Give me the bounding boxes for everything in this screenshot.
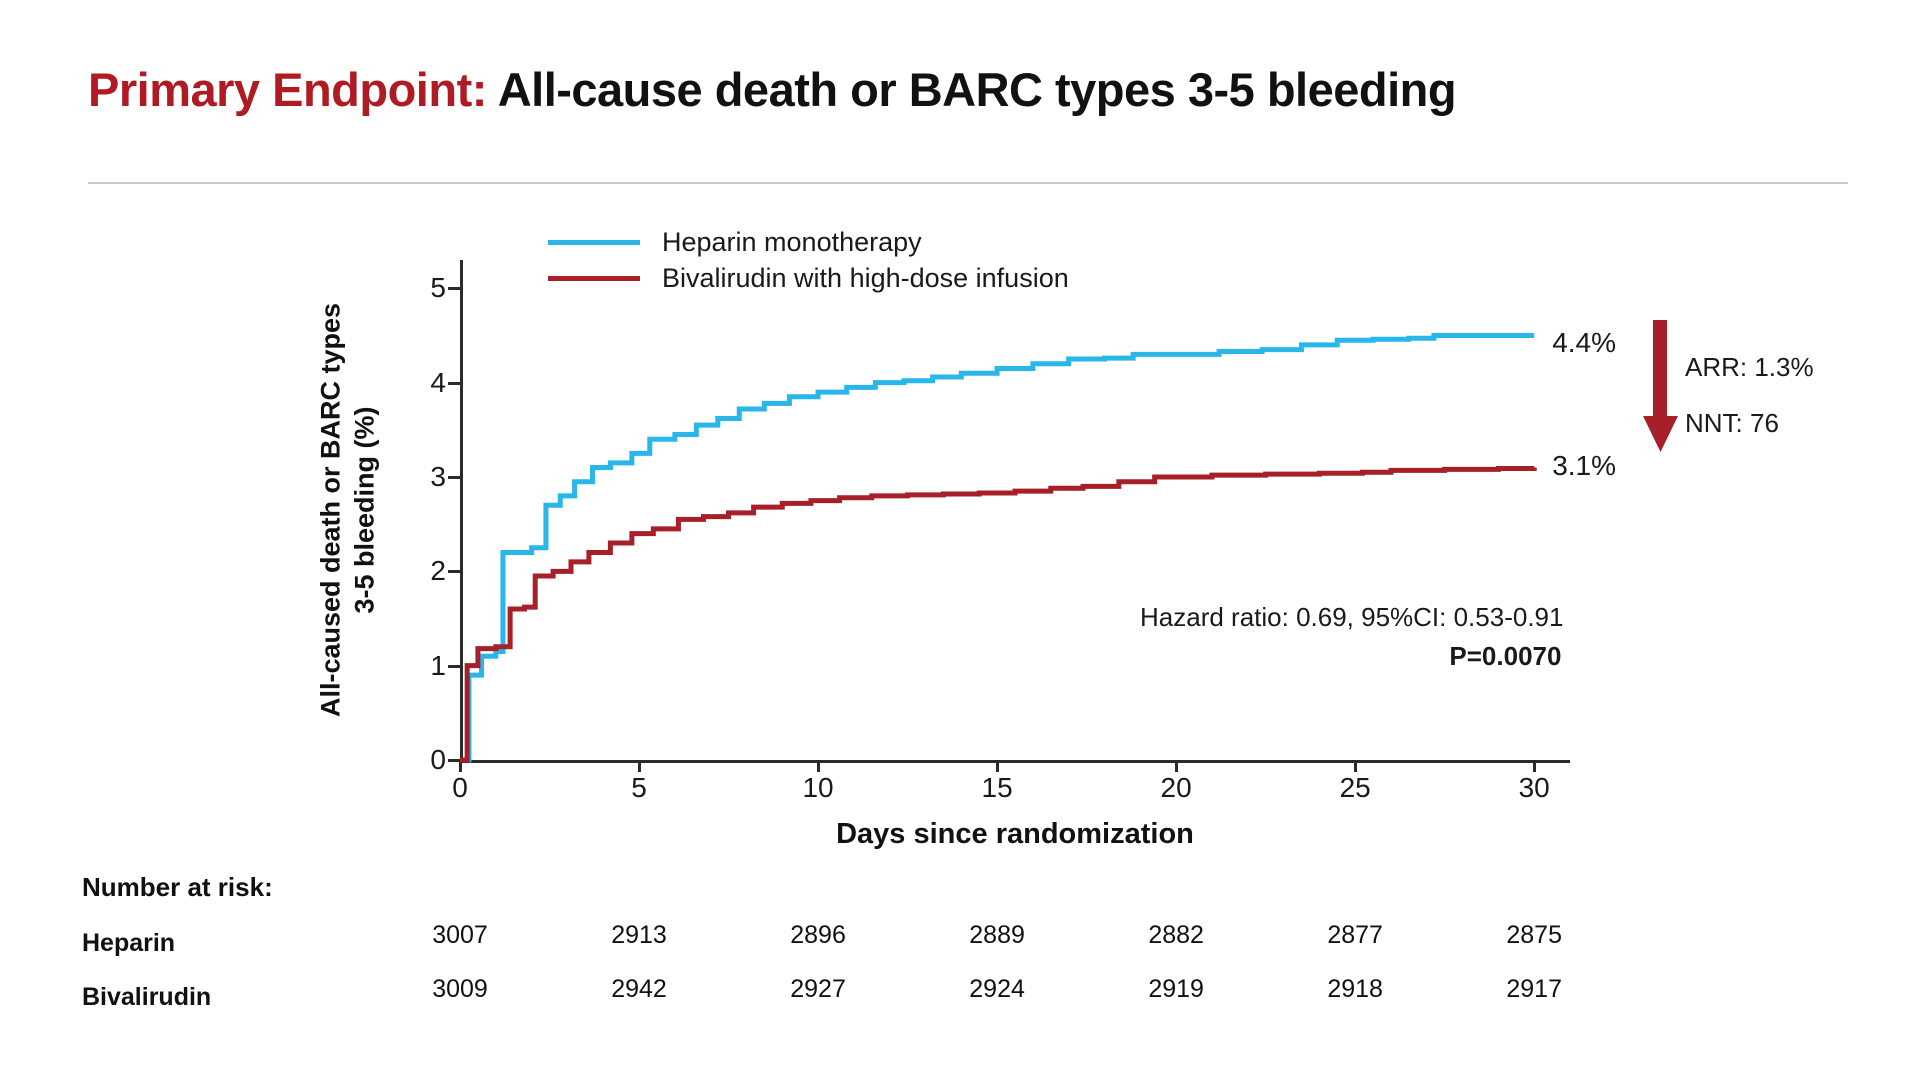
y-tick-mark xyxy=(448,665,460,668)
x-tick-label: 20 xyxy=(1160,772,1192,803)
hazard-ratio-text: Hazard ratio: 0.69, 95%CI: 0.53-0.91 xyxy=(1140,602,1564,632)
legend-label-bivalirudin: Bivalirudin with high-dose infusion xyxy=(662,262,1069,293)
risk-cell: 2927 xyxy=(790,975,846,1003)
legend-swatch-bivalirudin xyxy=(548,276,640,281)
risk-cell: 2918 xyxy=(1327,975,1383,1003)
risk-cell: 2875 xyxy=(1506,921,1562,949)
y-tick-mark xyxy=(448,476,460,479)
risk-cell: 2924 xyxy=(969,975,1025,1003)
risk-cell: 2913 xyxy=(611,921,667,949)
risk-cell: 2942 xyxy=(611,975,667,1003)
x-tick-label: 10 xyxy=(802,772,834,803)
y-tick-mark xyxy=(448,382,460,385)
p-value-text: P=0.0070 xyxy=(1449,641,1562,671)
table-row xyxy=(82,921,1842,975)
legend-label-heparin: Heparin monotherapy xyxy=(662,226,922,257)
title-divider xyxy=(88,182,1848,184)
endpoint-label-bivalirudin: 3.1% xyxy=(1552,449,1617,481)
y-tick-mark xyxy=(448,570,460,573)
x-axis-title: Days since randomization xyxy=(836,818,1194,850)
statistics-annotation xyxy=(1140,598,1563,676)
number-at-risk-title: Number at risk: xyxy=(82,872,273,902)
x-tick-label: 5 xyxy=(631,772,647,803)
risk-cell: 2882 xyxy=(1148,921,1204,949)
risk-row-label-heparin: Heparin xyxy=(82,929,176,957)
risk-cell: 3007 xyxy=(432,921,488,949)
table-row xyxy=(82,975,1842,1029)
y-tick-label: 0 xyxy=(430,744,446,775)
legend-swatch-heparin xyxy=(548,240,640,245)
down-arrow-icon xyxy=(1641,320,1681,460)
risk-cell: 2889 xyxy=(969,921,1025,949)
y-tick-label: 1 xyxy=(430,649,446,681)
x-tick-label: 30 xyxy=(1518,772,1550,803)
number-at-risk-table xyxy=(82,872,1842,1029)
y-tick-label: 5 xyxy=(430,272,446,304)
curve-heparin xyxy=(460,335,1534,760)
page-title xyxy=(88,62,1848,117)
risk-cell: 2919 xyxy=(1148,975,1204,1003)
y-tick-mark xyxy=(448,287,460,290)
risk-cell: 2877 xyxy=(1327,921,1383,949)
risk-row-values-heparin xyxy=(382,921,1842,951)
risk-cell: 3009 xyxy=(432,975,488,1003)
risk-row-label-bivalirudin: Bivalirudin xyxy=(82,983,212,1011)
arr-label: ARR: 1.3% xyxy=(1685,352,1814,382)
legend-item-heparin xyxy=(548,224,1188,260)
nnt-label: NNT: 76 xyxy=(1685,408,1779,438)
y-axis-title: All-caused death or BARC types 3-5 bleeding (%) xyxy=(315,302,379,718)
y-tick-label: 2 xyxy=(430,555,446,587)
risk-cell: 2896 xyxy=(790,921,846,949)
x-tick-label: 0 xyxy=(452,772,468,803)
y-tick-label: 4 xyxy=(430,366,446,398)
title-rest: All-cause death or BARC types 3-5 bleeding xyxy=(486,63,1457,116)
risk-row-values-bivalirudin xyxy=(382,975,1842,1005)
x-tick-label: 15 xyxy=(981,772,1013,803)
chart-container xyxy=(250,226,1650,850)
chart-legend xyxy=(548,224,1188,296)
survival-curves xyxy=(460,260,1570,763)
plot-area xyxy=(315,226,1617,850)
endpoint-label-heparin: 4.4% xyxy=(1552,326,1617,358)
y-tick-label: 3 xyxy=(430,460,446,492)
x-tick-label: 25 xyxy=(1339,772,1371,803)
legend-item-bivalirudin xyxy=(548,260,1188,296)
title-prefix: Primary Endpoint: xyxy=(88,63,487,116)
risk-cell: 2917 xyxy=(1506,975,1562,1003)
